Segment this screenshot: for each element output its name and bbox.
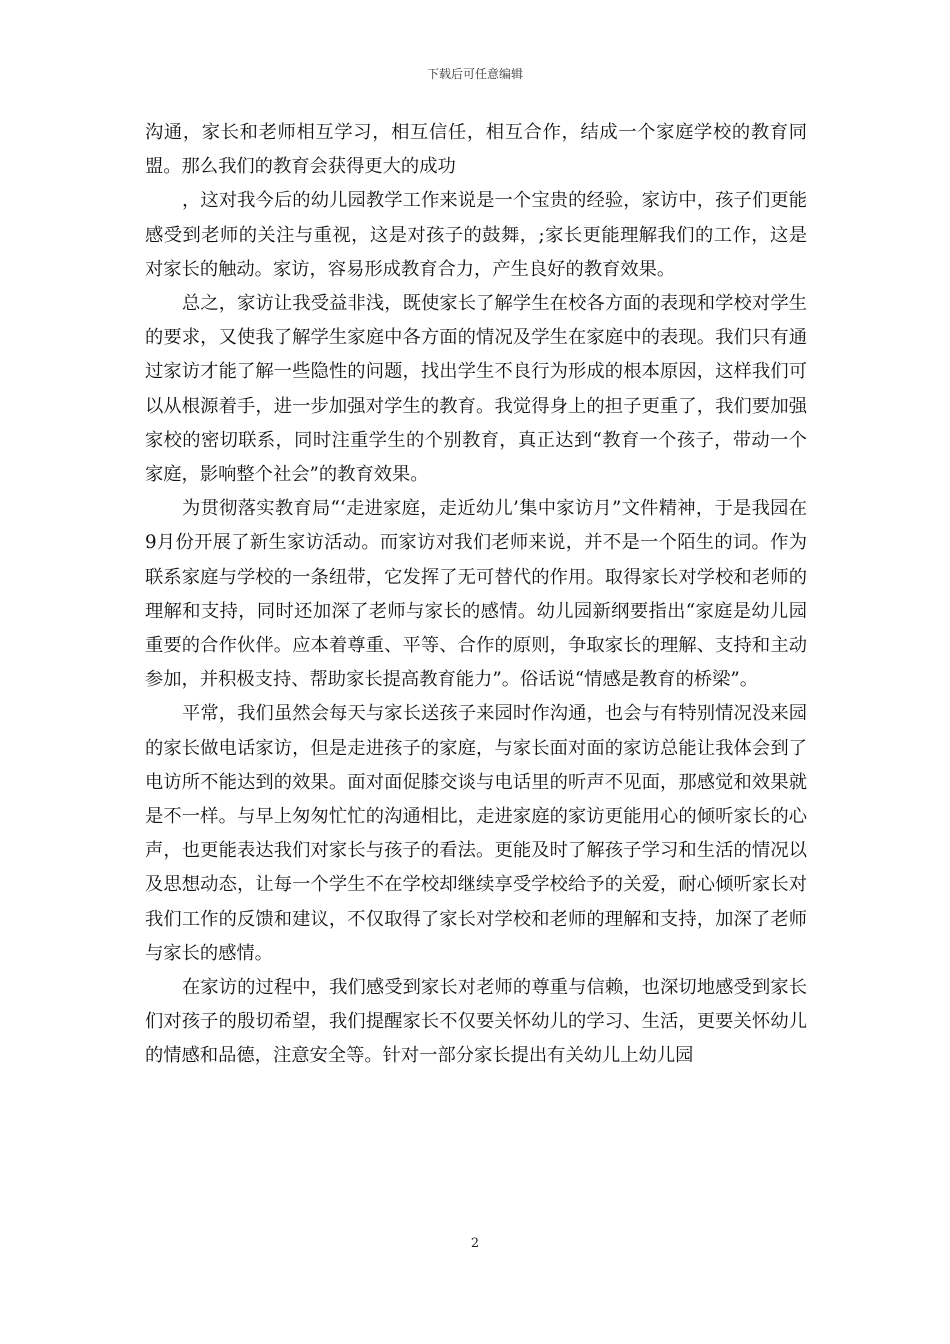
paragraph: ，这对我今后的幼儿园教学工作来说是一个宝贵的经验，家访中，孩子们更能感受到老师的关注与重视，这是对孩子的鼓舞，;家长更能理解我们的工作，这是对家长的触动。家访，容易形成教育合力，产生良好的教育效果。: [145, 190, 807, 280]
paragraph: 为贯彻落实教育局“‘走进家庭，走近幼儿’集中家访月”文件精神，于是我园在9月份开展了新生家访活动。而家访对我们老师来说，并不是一个陌生的词。作为联系家庭与学校的一条纽带，它发挥了无可替代的作用。取得家长对学校和老师的理解和支持，同时还加深了老师与家长的感情。幼儿园新纲要指出“家庭是幼儿园重要的合作伙伴。应本着尊重、平等、合作的原则，争取家长的理解、支持和主动参加，并积极支持、帮助家长提高教育能力”。俗话说“情感是教育的桥梁”。: [145, 498, 807, 691]
document-body: [145, 116, 807, 1074]
paragraph: 平常，我们虽然会每天与家长送孩子来园时作沟通，也会与有特别情况没来园的家长做电话家访，但是走进孩子的家庭，与家长面对面的家访总能让我体会到了电访所不能达到的效果。面对面促膝交谈与电话里的听声不见面，那感觉和效果就是不一样。与早上匆匆忙忙的沟通相比，走进家庭的家访更能用心的倾听家长的心声，也更能表达我们对家长与孩子的看法。更能及时了解孩子学习和生活的情况以及思想动态，让每一个学生不在学校却继续享受学校给予的关爱，耐心倾听家长对我们工作的反馈和建议，不仅取得了家长对学校和老师的理解和支持，加深了老师与家长的感情。: [145, 703, 807, 964]
page-header: 下载后可任意编辑: [426, 67, 523, 81]
paragraph: 在家访的过程中，我们感受到家长对老师的尊重与信赖，也深切地感受到家长们对孩子的殷切希望，我们提醒家长不仅要关怀幼儿的学习、生活，更要关怀幼儿的情感和品德，注意安全等。针对一部分家长提出有关幼儿上幼儿园: [145, 977, 807, 1067]
paragraph-continued: 沟通，家长和老师相互学习，相互信任，相互合作，结成一个家庭学校的教育同盟。那么我们的教育会获得更大的成功: [145, 122, 807, 178]
paragraph: 总之，家访让我受益非浅，既使家长了解学生在校各方面的表现和学校对学生的要求，又使我了解学生家庭中各方面的情况及学生在家庭中的表现。我们只有通过家访才能了解一些隐性的问题，找出学生不良行为形成的根本原因，这样我们可以从根源着手，进一步加强对学生的教育。我觉得身上的担子更重了，我们要加强家校的密切联系，同时注重学生的个别教育，真正达到“教育一个孩子，带动一个家庭，影响整个社会”的教育效果。: [145, 293, 807, 486]
page-number: 2: [470, 1236, 480, 1251]
